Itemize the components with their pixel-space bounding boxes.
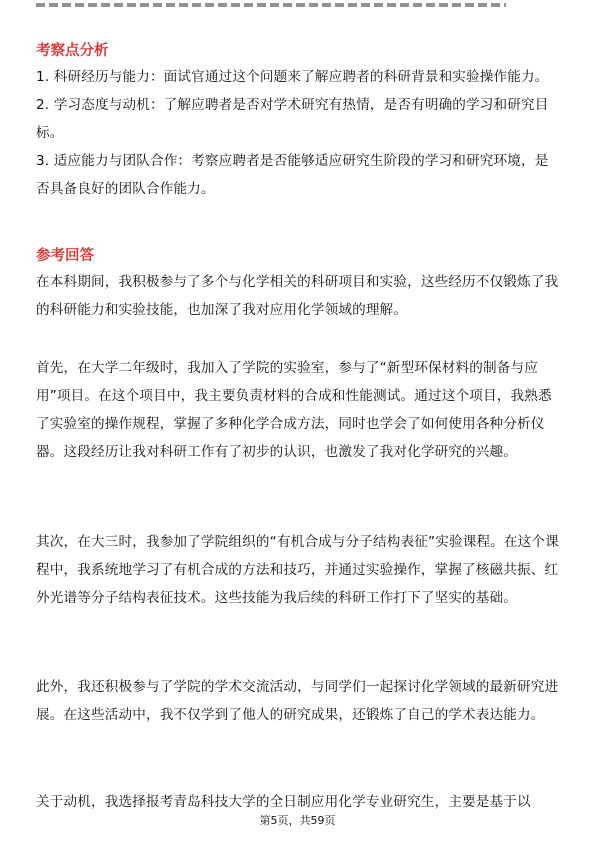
answer-paragraph-5-text: 关于动机，我选择报考青岛科技大学的全日制应用化学专业研究生，主要是基于以 <box>36 794 531 810</box>
answer-paragraph-2-text: 首先，在大学二年级时，我加入了学院的实验室，参与了“新型环保材料的制备与应用”项目。在这个项目中，我主要负责材料的合成和性能测试。通过这个项目，我熟悉了实验室的操作规程，掌握了多种化学合成方法，同时也学会了如何使用各种分析仪器。这段经历让我对科研工作有了初步的认识，也激发了我对化学研究的兴趣。 <box>36 360 552 460</box>
page-number: 第5页，共59页 <box>259 814 336 827</box>
answer-heading: 参考回答 <box>36 248 94 264</box>
analysis-item-3: 3. 适应能力与团队合作：考察应聘者是否能够适应研究生阶段的学习和研究环境，是否具备良好的团队合作能力。 <box>36 153 549 197</box>
answer-paragraph-4-text: 此外，我还积极参与了学院的学术交流活动，与同学们一起探讨化学领域的最新研究进展。在这些活动中，我不仅学到了他人的研究成果，还锻炼了自己的学术表达能力。 <box>36 679 559 723</box>
answer-paragraph-2 <box>36 354 561 466</box>
answer-paragraph-3 <box>36 528 561 612</box>
answer-paragraph-5 <box>36 788 561 816</box>
analysis-list <box>36 63 561 203</box>
document-page <box>36 0 561 842</box>
analysis-item-2: 2. 学习态度与动机：了解应聘者是否对学术研究有热情，是否有明确的学习和研究目标。 <box>36 97 549 141</box>
answer-paragraph-1-text: 在本科期间，我积极参与了多个与化学相关的科研项目和实验，这些经历不仅锻炼了我的科研能力和实验技能，也加深了我对应用化学领域的理解。 <box>36 274 559 318</box>
analysis-heading: 考察点分析 <box>36 43 109 59</box>
answer-paragraph-3-text: 其次，在大三时，我参加了学院组织的“有机合成与分子结构表征”实验课程。在这个课程中，我系统地学习了有机合成的方法和技巧，并通过实验操作，掌握了核磁共振、红外光谱等分子结构表征技术。这些技能为我后续的科研工作打下了坚实的基础。 <box>36 534 559 606</box>
answer-paragraph-4 <box>36 673 561 729</box>
analysis-item-1: 1. 科研经历与能力：面试官通过这个问题来了解应聘者的科研背景和实验操作能力。 <box>36 69 549 85</box>
answer-paragraph-1 <box>36 268 561 324</box>
